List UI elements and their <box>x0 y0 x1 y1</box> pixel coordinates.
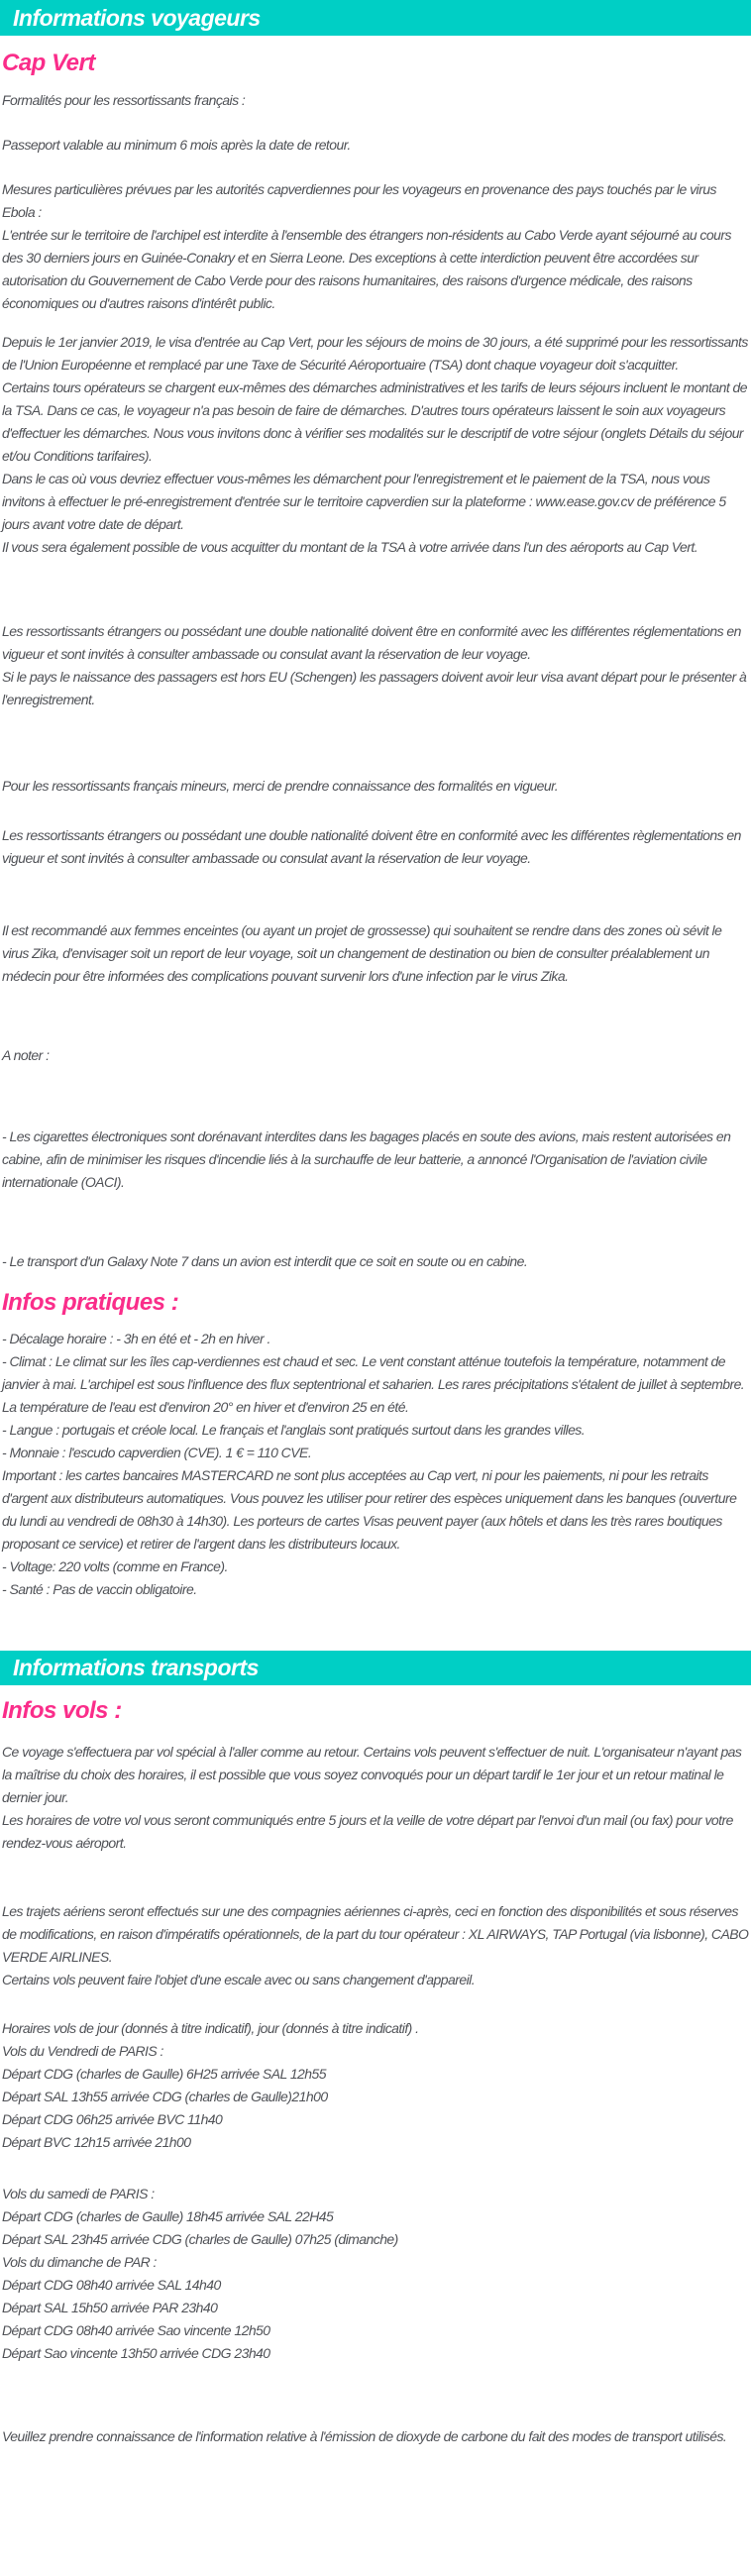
section-header-voyageurs <box>0 0 751 36</box>
paragraph-galaxy-note <box>0 1250 751 1273</box>
text-line: Départ BVC 12h15 arrivée 21h00 <box>2 2134 191 2150</box>
text-line: Depuis le 1er janvier 2019, le visa d'entrée au Cap Vert, pour les séjours de moins de 30 jours, a été supprimé pour les ressortissants de l'Union Européenne et remplacé par une Taxe de Sécurité Aéroportuaire (TSA) dont chaque voyageur doit s'acquitter. <box>2 334 748 373</box>
paragraph-mineurs <box>0 775 751 798</box>
section-header-voyageurs-title: Informations voyageurs <box>13 4 261 31</box>
text-line: A noter : <box>2 1047 50 1063</box>
text-line: - Les cigarettes électroniques sont dorénavant interdites dans les bagages placés en soute des avions, mais restent autorisées en cabine, afin de minimiser les risques d'incendie liés à la surchauffe de leur batterie, a annoncé l'Organisation de l'aviation civile internationale (OACI). <box>2 1128 731 1190</box>
text-line: Veuillez prendre connaissance de l'information relative à l'émission de dioxyde de carbone du fait des modes de transport utilisés. <box>2 2428 727 2444</box>
text-line: - Monnaie : l'escudo capverdien (CVE). 1 € = 110 CVE. <box>2 1445 312 1460</box>
text-line: Si le pays le naissance des passagers est hors EU (Schengen) les passagers doivent avoir leur visa avant départ pour le présenter à l'enregistrement. <box>2 669 747 707</box>
text-line: Certains tours opérateurs se chargent eux-mêmes des démarches administratives et les tarifs de leurs séjours incluent le montant de la TSA. Dans ce cas, le voyageur n'a pas besoin de faire de démarches. D'autres tours opérateurs laissent le soin aux voyageurs d'effectuer les démarches. Nous vous invitons donc à vérifier ses modalités sur le descriptif de votre séjour (onglets Détails du séjour et/ou Conditions tarifaires). <box>2 379 748 464</box>
text-line: Formalités pour les ressortissants français : <box>2 92 246 108</box>
text-line: Départ CDG 08h40 arrivée SAL 14h40 <box>2 2277 221 2293</box>
text-line: Départ SAL 23h45 arrivée CDG (charles de Gaulle) 07h25 (dimanche) <box>2 2231 398 2247</box>
text-line: Il est recommandé aux femmes enceintes (ou ayant un projet de grossesse) qui souhaitent se rendre dans des zones où sévit le virus Zika, d'envisager soit un report de leur voyage, soit un changement de destination ou bien de consulter préalablement un médecin pour être informées des complications pouvant survenir lors d'une infection par le virus Zika. <box>2 922 722 984</box>
paragraph-compagnies-aeriennes <box>0 1900 751 1991</box>
text-line: Départ Sao vincente 13h50 arrivée CDG 23h40 <box>2 2345 270 2361</box>
paragraph-vol-special <box>0 1741 751 1855</box>
text-line: Vols du Vendredi de PARIS : <box>2 2043 163 2059</box>
text-line: Départ SAL 13h55 arrivée CDG (charles de Gaulle)21h00 <box>2 2089 328 2104</box>
text-line: Les horaires de votre vol vous seront communiqués entre 5 jours et la veille de votre départ par l'envoi d'un mail (ou fax) pour votre rendez-vous aéroport. <box>2 1812 733 1851</box>
text-line: Départ CDG (charles de Gaulle) 6H25 arrivée SAL 12h55 <box>2 2066 326 2082</box>
paragraph-cigarettes-electroniques <box>0 1126 751 1194</box>
text-line: Départ CDG (charles de Gaulle) 18h45 arrivée SAL 22H45 <box>2 2208 334 2224</box>
text-line: Départ CDG 06h25 arrivée BVC 11h40 <box>2 2111 223 2127</box>
text-line: Passeport valable au minimum 6 mois après la date de retour. <box>2 137 351 153</box>
paragraph-a-noter <box>0 1044 751 1067</box>
text-line: Pour les ressortissants français mineurs, merci de prendre connaissance des formalités en vigueur. <box>2 778 559 794</box>
paragraph-horaires-weekend <box>0 2183 751 2365</box>
text-line: - Le transport d'un Galaxy Note 7 dans un avion est interdit que ce soit en soute ou en cabine. <box>2 1253 528 1269</box>
text-line: Certains vols peuvent faire l'objet d'une escale avec ou sans changement d'appareil. <box>2 1972 476 1987</box>
text-line: - Climat : Le climat sur les îles cap-verdiennes est chaud et sec. Le vent constant atténue toutefois la température, notamment de janvier à mai. L'archipel est sous l'influence des flux septentrional et saharien. Les rares précipitations s'étalent de juillet à septembre. La température de l'eau est d'environ 20° en hiver et d'environ 25 en été. <box>2 1353 745 1415</box>
text-line: Départ CDG 08h40 arrivée Sao vincente 12h50 <box>2 2322 270 2338</box>
text-line: Vols du samedi de PARIS : <box>2 2186 155 2201</box>
text-line: L'entrée sur le territoire de l'archipel est interdite à l'ensemble des étrangers non-résidents au Cabo Verde ayant séjourné au cours des 30 derniers jours en Guinée-Conakry et en Sierra Leone. Des exceptions à cette interdiction peuvent être accordées sur autorisation du Gouvernement de Cabo Verde pour des raisons humanitaires, des raisons d'urgence médicale, des raisons économiques ou d'autres raisons d'intérêt public. <box>2 227 731 311</box>
text-line: Vols du dimanche de PAR : <box>2 2254 157 2270</box>
text-line: Les trajets aériens seront effectués sur une des compagnies aériennes ci-après, ceci en fonction des disponibilités et sous réserves de modifications, en raison d'impératifs opérationnels, de la part du tour opérateur : XL AIRWAYS, TAP Portugal (via lisbonne), CABO VERDE AIRLINES. <box>2 1903 749 1965</box>
paragraph-ebola <box>0 178 751 315</box>
infos-pratiques-heading: Infos pratiques : <box>2 1289 179 1316</box>
text-line: - Langue : portugais et créole local. Le français et l'anglais sont pratiqués surtout dans les grandes villes. <box>2 1422 586 1438</box>
text-line: Dans le cas où vous devriez effectuer vous-mêmes les démarchent pour l'enregistrement et le paiement de la TSA, nous vous invitons à effectuer le pré-enregistrement d'entrée sur le territoire capverdien sur la plateforme : www.ease.gov.cv de préférence 5 jours avant votre date de départ. <box>2 471 726 532</box>
text-line: Les ressortissants étrangers ou possédant une double nationalité doivent être en conformité avec les différentes réglementations en vigueur et sont invités à consulter ambassade ou consulat avant la réservation de leur voyage. <box>2 623 741 662</box>
text-line: - Voltage: 220 volts (comme en France). <box>2 1558 228 1574</box>
text-line: Il vous sera également possible de vous acquitter du montant de la TSA à votre arrivée dans l'un des aéroports au Cap Vert. <box>2 539 698 555</box>
infos-vols-heading: Infos vols : <box>2 1697 122 1724</box>
country-heading: Cap Vert <box>2 50 95 76</box>
paragraph-infos-pratiques <box>0 1328 751 1601</box>
paragraph-double-nationalite <box>0 620 751 711</box>
paragraph-horaires-vendredi <box>0 2017 751 2154</box>
paragraph-passeport <box>0 134 751 157</box>
paragraph-tsa <box>0 331 751 559</box>
text-line: Ce voyage s'effectuera par vol spécial à l'aller comme au retour. Certains vols peuvent s'effectuer de nuit. L'organisateur n'ayant pas la maîtrise du choix des horaires, il est possible que vous soyez convoqués pour un départ tardif le 1er jour et un retour matinal le dernier jour. <box>2 1744 742 1805</box>
section-header-transports-title: Informations transports <box>13 1655 259 1680</box>
text-line: - Santé : Pas de vaccin obligatoire. <box>2 1581 197 1597</box>
text-line: - Décalage horaire : - 3h en été et - 2h en hiver . <box>2 1331 270 1346</box>
paragraph-zika <box>0 919 751 988</box>
text-line: Mesures particulières prévues par les autorités capverdiennes pour les voyageurs en provenance des pays touchés par le virus Ebola : <box>2 181 716 220</box>
paragraph-double-nationalite-2 <box>0 824 751 870</box>
paragraph-formalites <box>0 89 751 112</box>
text-line: Important : les cartes bancaires MASTERCARD ne sont plus acceptées au Cap vert, ni pour les paiements, ni pour les retraits d'argent aux distributeurs automatiques. Vous pouvez les utiliser pour retirer des espèces uniquement dans les banques (ouverture du lundi au vendredi de 08h30 à 14h30). Les porteurs de cartes Visas peuvent payer (aux hôtels et dans les très rares boutiques proposant ce service) et retirer de l'argent dans les distributeurs locaux. <box>2 1467 737 1552</box>
text-line: Horaires vols de jour (donnés à titre indicatif), jour (donnés à titre indicatif) . <box>2 2020 419 2036</box>
text-line: Les ressortissants étrangers ou possédant une double nationalité doivent être en conformité avec les différentes règlementations en vigueur et sont invités à consulter ambassade ou consulat avant la réservation de leur voyage. <box>2 827 741 866</box>
section-header-transports <box>0 1651 751 1685</box>
text-line: Départ SAL 15h50 arrivée PAR 23h40 <box>2 2300 218 2315</box>
paragraph-emission-co2 <box>0 2425 751 2448</box>
